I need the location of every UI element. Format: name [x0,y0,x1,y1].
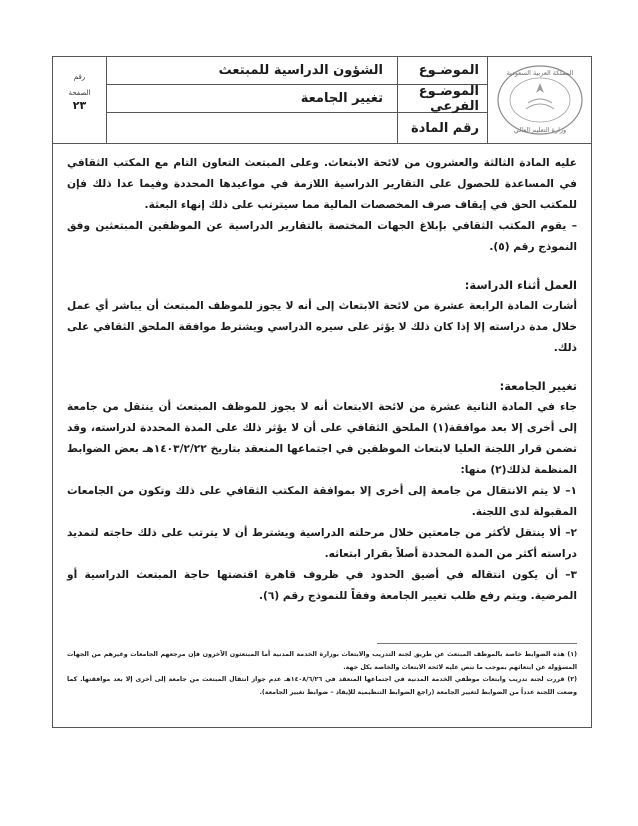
subject-label: الموضـوع [418,63,479,78]
subsubject-value: تغيير الجامعة [300,91,383,106]
footnote-divider [377,643,577,644]
footnote-2: (٢) قررت لجنة تدريب وابتعاث موظفي الخدمة المدنية في اجتماعها المنعقد في ١٤٠٨/٦/٢٦هـ عدم جواز انتقال المبتعث من جامعة إلى أخرى إلا بعد موافقتها. كما وضعت اللجنة عدداً من الضوابط لتغيير الجامعة (راجع الضوابط التنظيمية للإيفاد – ضوابط تغيير الجامعة). [67,676,577,696]
paragraph-3: أشارت المادة الرابعة عشرة من لائحة الابتعاث إلى أنه لا يجوز للموظف المبتعث أن يباشر أي عمل خلال مدة دراسته إلا إذا كان ذلك لا يؤثر على سيره الدراسي ويشترط موافقة الملحق الثقافي على ذلك. [67,300,577,354]
logo-cell [487,57,591,143]
paragraph-1: عليه المادة الثالثة والعشرون من لائحة الابتعاث. وعلى المبتعث التعاون التام مع المكتب الثقافي في المساعدة للحصول على التقارير الدراسية اللازمة في مواعيدها المحددة وفيما عدا ذلك فإن للمكتب الحق في إيقاف صرف المخصصات المالية مما سيترتب على ذلك إنهاء البعثة. [67,157,577,211]
page-label: الصفحة [68,89,91,97]
list-item-2: ٢– ألا ينتقل لأكثر من جامعتين خلال مرحلته الدراسية ويشترط أن لا يترتب على ذلك حاجته لتمديد دراسته أكثر من المدة المحددة أصلاً بقرار ابتعاثه. [67,527,577,560]
document-header [53,57,591,144]
article-label: رقم المادة [411,120,479,136]
paragraph-2: – يقوم المكتب الثقافي بإبلاغ الجهات المختصة بالتقارير الدراسية عن الموظفين المبتعثين وفق النموذج رقم (٥). [67,220,577,253]
subject-value: الشؤون الدراسية للمبتعث [218,63,383,78]
footnote-1: (١) هذه الضوابط خاصة بالموظف المبتعث عن طريق لجنة التدريب والابتعاث بوزارة الخدمة المدنية أما المبتعثون الآخرون فإن مرجعهم الجامعات وغيرهم من الجهات المسؤولة عن ابتعاثهم بموجب ما تنص عليه لائحة الابتعاث والخاصة بكل جهة. [67,651,577,671]
document-body [67,153,577,607]
logo-top-text: المملكة العربية السعودية [506,69,574,77]
logo-bottom-text: وزارة التعليم العالي [513,126,567,134]
number-label: رقم [73,73,86,81]
page-number-cell [53,57,107,143]
page-frame [52,56,592,728]
section-heading-work: العمل أثناء الدراسة: [464,278,577,292]
footnotes [67,649,577,699]
list-item-1: ١– لا يتم الانتقال من جامعة إلى أخرى إلا بموافقة المكتب الثقافي على ذلك وتكون من الجامعات المقبولة لدى اللجنة. [67,485,577,518]
ministry-logo-icon [496,63,584,137]
header-labels [397,57,487,143]
page-number: ٢٣ [72,99,87,112]
subsubject-label: الموضـوع الفرعي [418,83,479,114]
paragraph-4: جاء في المادة الثانية عشرة من لائحة الابتعاث أنه لا يجوز للموظف المبتعث أن ينتقل من جامعة إلى أخرى إلا بعد موافقة(١) الملحق الثقافي على أن لا يؤثر ذلك على المدة المحددة لدراسته، وقد تضمن قرار اللجنة العليا لابتعاث الموظفين في اجتماعها المنعقد بتاريخ ١٤٠٣/٢/٢٢هـ بعض الضوابط المنظمة لذلك(٢) منها: [67,401,577,476]
section-heading-change-university: تغيير الجامعة: [499,379,577,393]
list-item-3: ٣– أن يكون انتقاله في أضيق الحدود في ظروف قاهرة اقتضتها حاجة المبتعث الدراسية أو المرضية. ويتم رفع طلب تغيير الجامعة وفقاً للنموذج رقم (٦). [67,569,577,602]
header-values [107,57,397,143]
